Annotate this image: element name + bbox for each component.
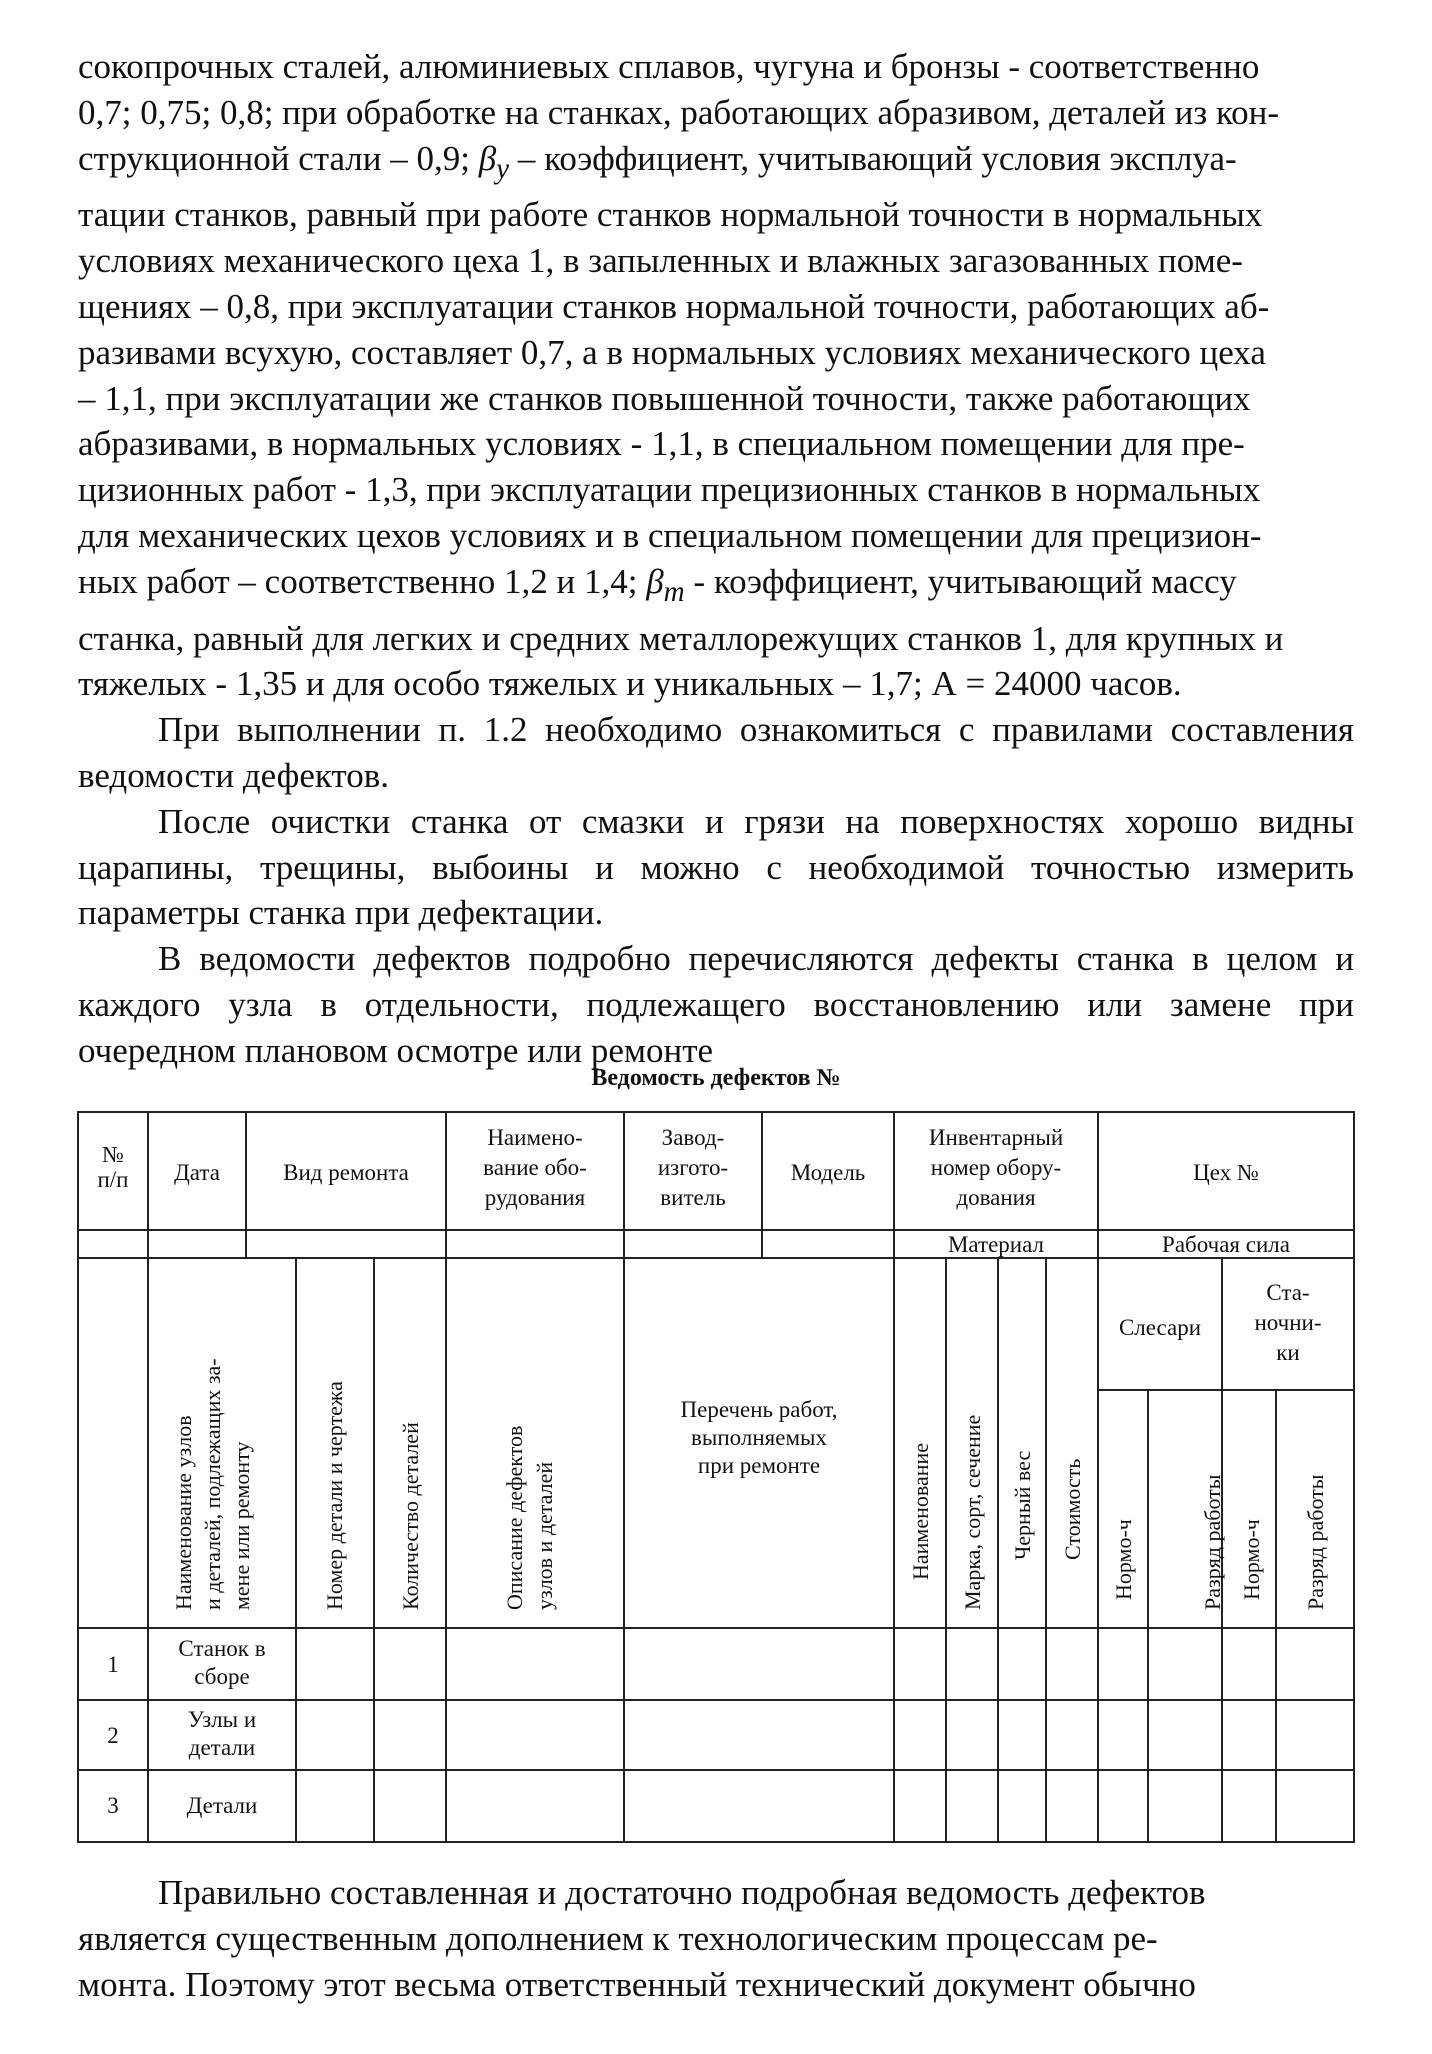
row-item-line1: Станок в xyxy=(178,1636,266,1661)
row-item-line2: детали xyxy=(188,1735,256,1760)
table-title: Ведомость дефектов № xyxy=(591,1065,841,1091)
row-item-line2: сборе xyxy=(194,1664,250,1689)
text-line: 0,7; 0,75; 0,8; при обработке на станках, работающих абразивом, деталей из кон- xyxy=(78,92,1280,132)
header-units-line2: и деталей, подлежащих за- xyxy=(200,1358,225,1610)
header-units-line1: Наименование узлов xyxy=(171,1415,196,1610)
header-equipment-line2: вание обо- xyxy=(483,1155,587,1180)
row-number: 1 xyxy=(107,1652,119,1677)
header-works-line3: при ремонте xyxy=(697,1453,821,1478)
header-inventory-line3: дования xyxy=(956,1185,1036,1210)
header-maker-line3: витель xyxy=(660,1185,726,1210)
text-line: является существенным дополнением к технологическим процессам ре- xyxy=(78,1918,1158,1958)
header-number-line2: п/п xyxy=(97,1167,129,1192)
text-line: Правильно составленная и достаточно подробная ведомость дефектов xyxy=(158,1873,1206,1912)
header-maker-line2: изгото- xyxy=(657,1155,729,1180)
header-inventory-line1: Инвентарный xyxy=(928,1125,1064,1150)
row-item-line1: Детали xyxy=(186,1793,258,1818)
text-line: для механических цехов условиях и в специальном помещении для прецизион- xyxy=(78,515,1262,555)
header-machinists-line3: ки xyxy=(1276,1340,1300,1365)
text-line: струкционной стали – 0,9; $\beta_y$ – коэффициент, учитывающий условия эксплуа- xyxy=(78,138,1237,185)
header-equipment-line3: рудования xyxy=(484,1185,586,1210)
header-workforce: Рабочая сила xyxy=(1162,1232,1290,1257)
header-fitters: Слесари xyxy=(1118,1315,1202,1340)
table-row xyxy=(107,1793,257,1818)
paragraph-defect-list-rules: При выполнении п. 1.2 необходимо ознакомиться с правилами составления ведомости дефектов. xyxy=(78,710,1354,795)
text-line: абразивами, в нормальных условиях - 1,1, в специальном помещении для пре- xyxy=(78,424,1245,464)
text-line: сокопрочных сталей, алюминиевых сплавов, чугуна и бронзы - соответственно xyxy=(78,47,1260,86)
header-units-line3: мене или ремонту xyxy=(229,1441,254,1610)
header-machinists-norm-hours: Нормо-ч xyxy=(1239,1519,1264,1600)
text-line: станка, равный для легких и средних металлорежущих станков 1, для крупных и xyxy=(78,618,1284,658)
header-equipment-line1: Наимено- xyxy=(487,1125,583,1150)
header-model: Модель xyxy=(790,1160,866,1185)
header-machinists-work-grade: Разряд работы xyxy=(1303,1474,1328,1610)
text-line: разивами всухую, составляет 0,7, а в нормальных условиях механического цеха xyxy=(78,332,1266,372)
text-line: монта. Поэтому этот весьма ответственный технический документ обычно xyxy=(78,1964,1196,2004)
text-line: цизионных работ - 1,3, при эксплуатации прецизионных станков в нормальных xyxy=(78,470,1261,510)
header-works-line2: выполняемых xyxy=(691,1425,827,1450)
header-material-cost: Стоимость xyxy=(1060,1458,1085,1560)
header-number-line1: № xyxy=(102,1142,124,1167)
paragraph-defect-list-content: В ведомости дефектов подробно перечисляются дефекты станка в целом и каждого узла в отдельности, подлежащего восстановлению или замене при очередном плановом осмотре или ремонте xyxy=(78,939,1354,1070)
header-fitters-norm-hours: Нормо-ч xyxy=(1111,1519,1136,1600)
header-fitters-work-grade: Разряд работы xyxy=(1200,1474,1225,1610)
text-line: щениях – 0,8, при эксплуатации станков нормальной точности, работающих аб- xyxy=(78,286,1270,326)
table-row xyxy=(107,1707,256,1760)
header-machinists-line1: Ста- xyxy=(1266,1280,1310,1305)
header-material: Материал xyxy=(947,1232,1045,1257)
paragraph-cleaning: После очистки станка от смазки и грязи на поверхностях хорошо видны царапины, трещины, выбоины и можно с необходимой точностью измерить параметры станка при дефектации. xyxy=(78,801,1354,933)
text-line: условиях механического цеха 1, в запыленных и влажных загазованных поме- xyxy=(78,241,1243,281)
header-shop: Цех № xyxy=(1193,1160,1259,1185)
beta-y-symbol: $\beta_y$ xyxy=(478,138,510,185)
text-line: тяжелых - 1,35 и для особо тяжелых и уникальных – 1,7; А = 24000 часов. xyxy=(78,664,1182,704)
header-description-line2: узлов и деталей xyxy=(532,1461,557,1610)
header-repair-type: Вид ремонта xyxy=(283,1160,409,1185)
row-number: 3 xyxy=(107,1793,119,1818)
row-number: 2 xyxy=(107,1723,119,1748)
header-machinists-line2: ночни- xyxy=(1254,1310,1322,1335)
beta-m-symbol: $\beta_m$ xyxy=(646,561,685,608)
text-line: ных работ – соответственно 1,2 и 1,4; $\beta_m$ - коэффициент, учитывающий массу xyxy=(78,561,1237,608)
header-works-line1: Перечень работ, xyxy=(680,1397,838,1422)
header-part-number: Номер детали и чертежа xyxy=(322,1381,347,1610)
header-material-weight: Черный вес xyxy=(1010,1450,1035,1560)
text-line: – 1,1, при эксплуатации же станков повышенной точности, также работающих xyxy=(78,378,1251,418)
header-description-line1: Описание дефектов xyxy=(502,1425,527,1610)
header-maker-line1: Завод- xyxy=(661,1125,725,1150)
header-inventory-line2: номер обору- xyxy=(930,1155,1062,1180)
header-date: Дата xyxy=(174,1160,220,1185)
header-material-name: Наименование xyxy=(908,1442,933,1580)
table-row xyxy=(107,1636,265,1689)
text-line: тации станков, равный при работе станков нормальной точности в нормальных xyxy=(78,195,1263,235)
header-quantity: Количество деталей xyxy=(398,1422,423,1610)
paragraph-conclusion xyxy=(78,1870,1354,2007)
header-material-grade: Марка, сорт, сечение xyxy=(960,1414,985,1610)
row-item-line1: Узлы и xyxy=(187,1707,257,1732)
